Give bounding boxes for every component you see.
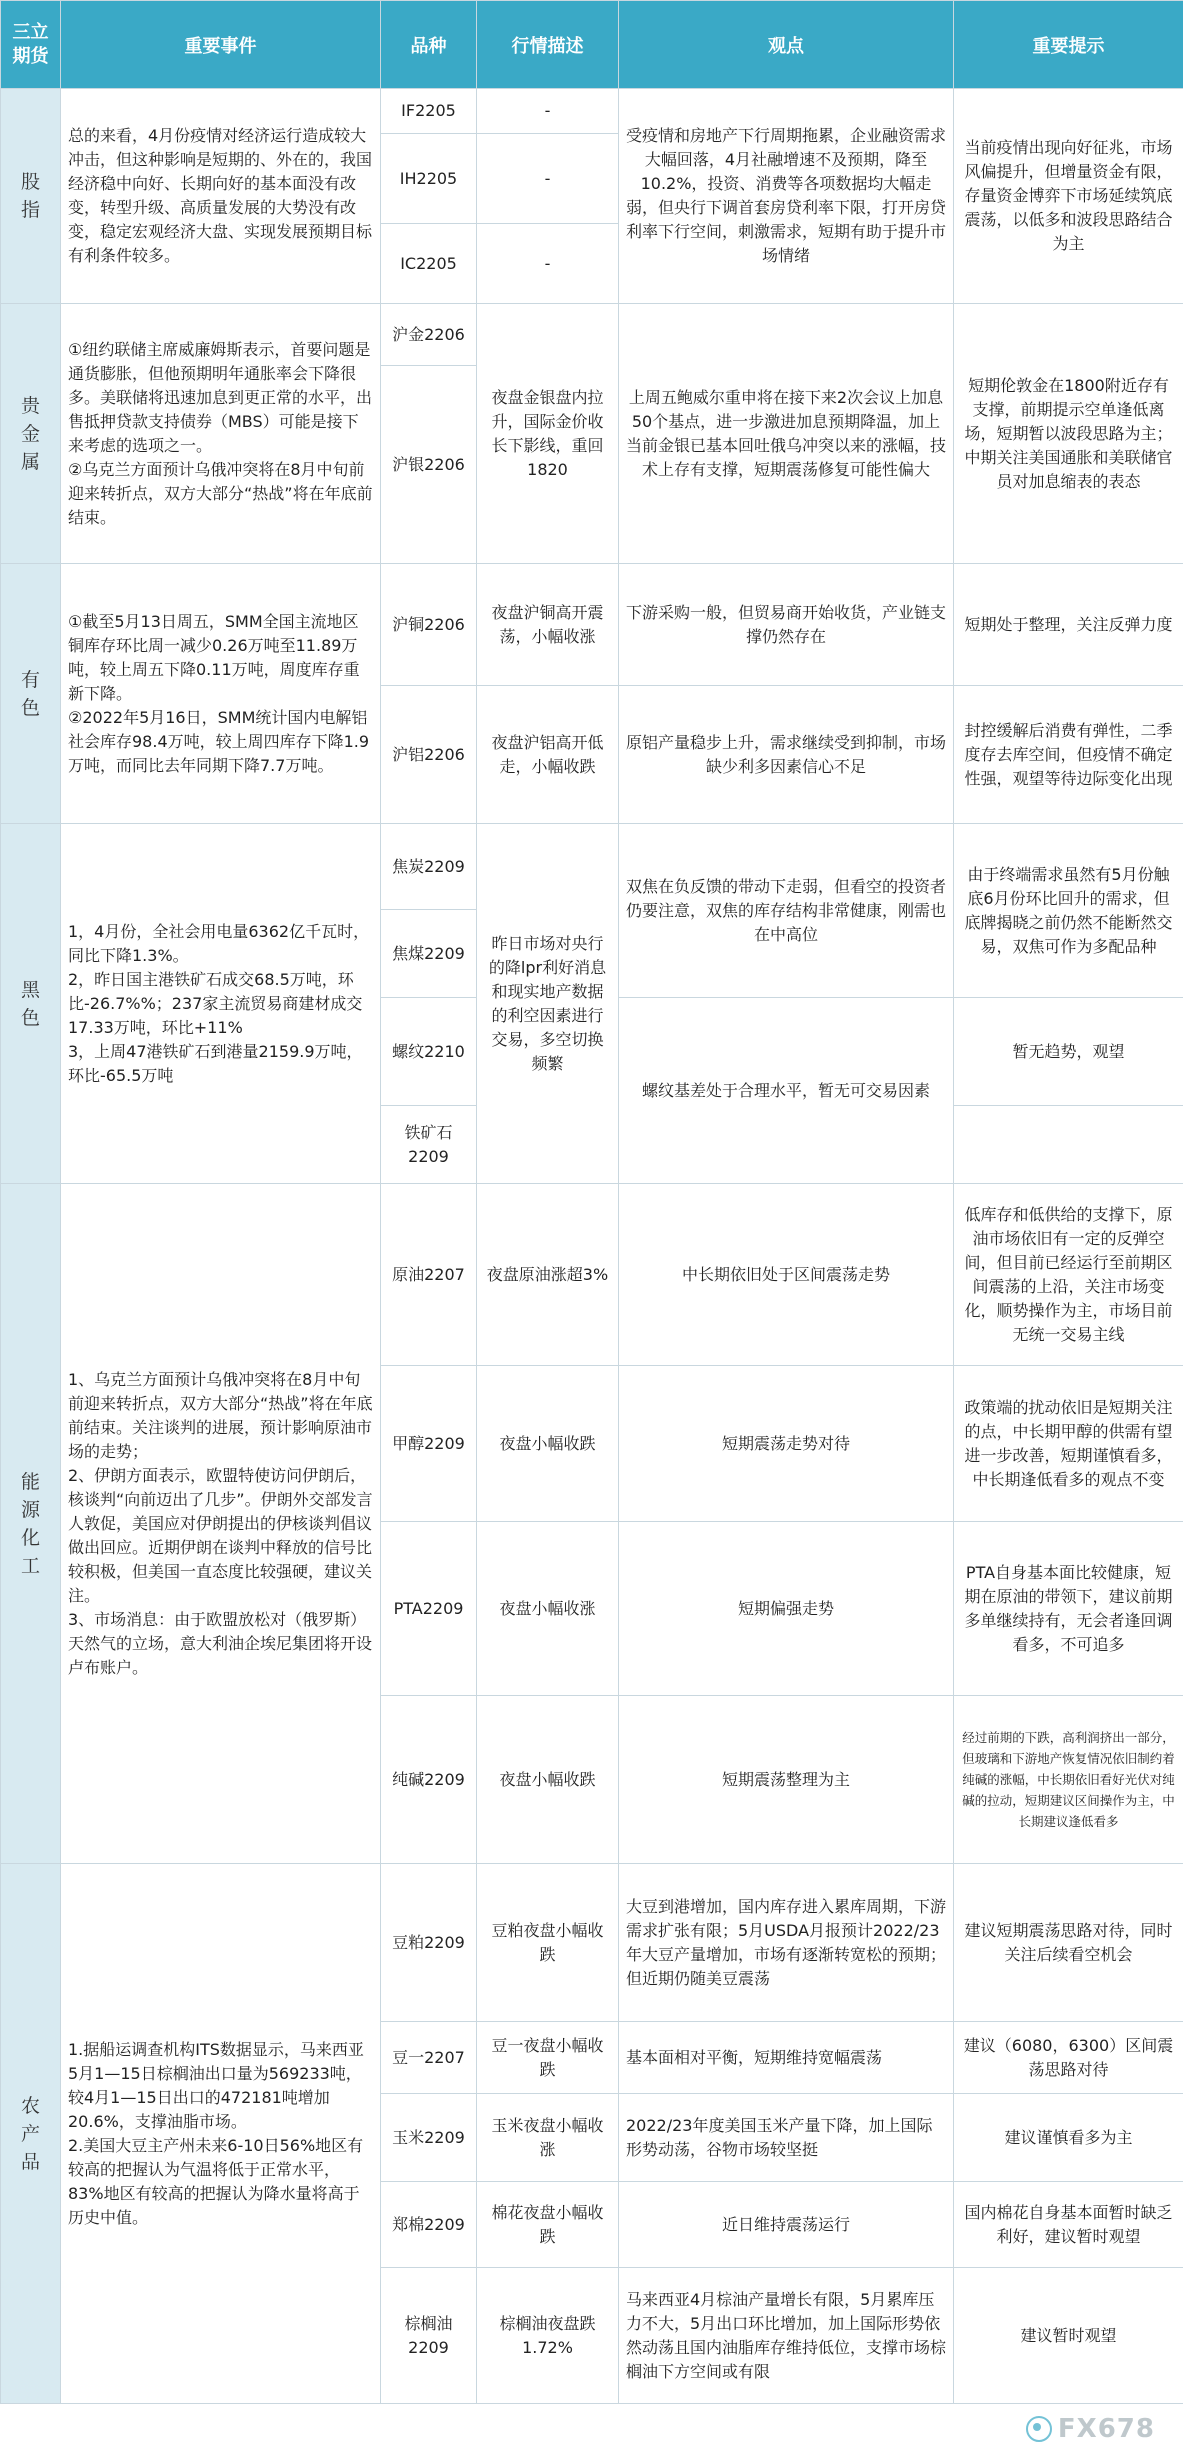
event-paragraph: 2.美国大豆主产州未来6-10日56%地区有较高的把握认为气温将低于正常水平，83%地区有较高的把握认为降水量将高于历史中值。 (68, 2135, 364, 2227)
desc-precious-metals: 夜盘金银盘内拉升，国际金价收长下影线，重回1820 (477, 304, 619, 564)
event-paragraph: 1.据船运调查机构ITS数据显示，马来西亚5月1—15日棕榈油出口量为569233吨，较4月1—15日出口的472181吨增加20.6%，支撑油脂市场。 (68, 2039, 364, 2131)
desc-ferrous: 昨日市场对央行的降lpr利好消息和现实地产数据的利空因素进行交易，多空切换频繁 (477, 824, 619, 1184)
desc-cotton: 棉花夜盘小幅收跌 (477, 2182, 619, 2268)
events-energy-chemical (61, 1184, 381, 1864)
tip-copper: 短期处于整理，关注反弹力度 (954, 564, 1183, 686)
tip-methanol: 政策端的扰动依旧是短期关注的点，中长期甲醇的供需有望进一步改善，短期谨慎看多，中长期逢低看多的观点不变 (954, 1366, 1183, 1522)
view-pta: 短期偏强走势 (619, 1522, 954, 1696)
variety-gold: 沪金2206 (381, 304, 477, 366)
view-copper: 下游采购一般，但贸易商开始收货，产业链支撑仍然存在 (619, 564, 954, 686)
variety-silver: 沪银2206 (381, 366, 477, 564)
view-crude-oil: 中长期依旧处于区间震荡走势 (619, 1184, 954, 1366)
header-events: 重要事件 (61, 1, 381, 89)
events-nonferrous (61, 564, 381, 824)
view-rebar: 螺纹基差处于合理水平，暂无可交易因素 (619, 998, 954, 1184)
events-agriculture (61, 1864, 381, 2404)
table-row (1, 304, 1183, 366)
view-soda-ash: 短期震荡整理为主 (619, 1696, 954, 1864)
variety-pta: PTA2209 (381, 1522, 477, 1696)
desc-ih2205: - (477, 134, 619, 224)
table-header-row (1, 1, 1183, 89)
desc-corn: 玉米夜盘小幅收涨 (477, 2094, 619, 2182)
variety-soda-ash: 纯碱2209 (381, 1696, 477, 1864)
table-row (1, 564, 1183, 686)
header-view: 观点 (619, 1, 954, 89)
event-paragraph: 1，4月份，全社会用电量6362亿千瓦时，同比下降1.3%。 (68, 921, 370, 965)
desc-soybean-1: 豆一夜盘小幅收跌 (477, 2022, 619, 2094)
desc-soymeal: 豆粕夜盘小幅收跌 (477, 1864, 619, 2022)
variety-iron-ore: 铁矿石2209 (381, 1106, 477, 1184)
event-paragraph: ②2022年5月16日，SMM统计国内电解铝社会库存98.4万吨，较上周四库存下降1.9万吨，而同比去年同期下降7.7万吨。 (68, 707, 370, 775)
header-tips: 重要提示 (954, 1, 1183, 89)
watermark-text: FX678 (1057, 2414, 1155, 2444)
tip-precious-metals: 短期伦敦金在1800附近存有支撑，前期提示空单逢低离场，短期暂以波段思路为主；中期关注美国通胀和美联储官员对加息缩表的表态 (954, 304, 1183, 564)
events-stock-index: 总的来看，4月份疫情对经济运行造成较大冲击，但这种影响是短期的、外在的，我国经济稳中向好、长期向好的基本面没有改变，转型升级、高质量发展的大势没有改变，稳定宏观经济大盘、实现发展预期目标有利条件较多。 (61, 89, 381, 304)
header-market-desc: 行情描述 (477, 1, 619, 89)
variety-aluminum: 沪铝2206 (381, 686, 477, 824)
variety-if2205: IF2205 (381, 89, 477, 134)
variety-copper: 沪铜2206 (381, 564, 477, 686)
view-palm-oil: 马来西亚4月棕油产量增长有限，5月累库压力不大，5月出口环比增加，加上国际形势依然动荡且国内油脂库存维持低位，支撑市场棕榈油下方空间或有限 (619, 2268, 954, 2404)
variety-corn: 玉米2209 (381, 2094, 477, 2182)
variety-cotton: 郑棉2209 (381, 2182, 477, 2268)
sector-stock-index: 股 指 (1, 89, 61, 304)
event-paragraph: 2，昨日国主港铁矿石成交68.5万吨，环比-26.7%%；237家主流贸易商建材成交17.33万吨，环比+11% (68, 969, 363, 1037)
event-paragraph: 3、市场消息：由于欧盟放松对（俄罗斯）天然气的立场，意大利油企埃尼集团将开设卢布账户。 (68, 1609, 373, 1677)
sector-energy-chemical: 能 源 化 工 (1, 1184, 61, 1864)
tip-palm-oil: 建议暂时观望 (954, 2268, 1183, 2404)
tip-cotton: 国内棉花自身基本面暂时缺乏利好，建议暂时观望 (954, 2182, 1183, 2268)
variety-rebar: 螺纹2210 (381, 998, 477, 1106)
tip-rebar: 暂无趋势，观望 (954, 998, 1183, 1106)
view-methanol: 短期震荡走势对待 (619, 1366, 954, 1522)
events-ferrous (61, 824, 381, 1184)
watermark (1026, 2414, 1155, 2444)
variety-ih2205: IH2205 (381, 134, 477, 224)
sector-precious-metals: 贵 金 属 (1, 304, 61, 564)
desc-methanol: 夜盘小幅收跌 (477, 1366, 619, 1522)
desc-soda-ash: 夜盘小幅收跌 (477, 1696, 619, 1864)
variety-palm-oil: 棕榈油2209 (381, 2268, 477, 2404)
variety-coke: 焦炭2209 (381, 824, 477, 910)
desc-copper: 夜盘沪铜高开震荡，小幅收涨 (477, 564, 619, 686)
tip-corn: 建议谨慎看多为主 (954, 2094, 1183, 2182)
desc-pta: 夜盘小幅收涨 (477, 1522, 619, 1696)
variety-crude-oil: 原油2207 (381, 1184, 477, 1366)
table-row (1, 1864, 1183, 2022)
events-precious-metals (61, 304, 381, 564)
variety-coking-coal: 焦煤2209 (381, 910, 477, 998)
variety-soybean-1: 豆一2207 (381, 2022, 477, 2094)
tip-iron-ore (954, 1106, 1183, 1184)
sector-ferrous: 黑 色 (1, 824, 61, 1184)
tip-soda-ash: 经过前期的下跌，高利润挤出一部分，但玻璃和下游地产恢复情况依旧制约着纯碱的涨幅，中长期依旧看好光伏对纯碱的拉动，短期建议区间操作为主，中长期建议逢低看多 (954, 1696, 1183, 1864)
view-precious-metals: 上周五鲍威尔重申将在接下来2次会议上加息50个基点，进一步激进加息预期降温，加上当前金银已基本回吐俄乌冲突以来的涨幅，技术上存有支撑，短期震荡修复可能性偏大 (619, 304, 954, 564)
tip-soymeal: 建议短期震荡思路对待，同时关注后续看空机会 (954, 1864, 1183, 2022)
tip-stock-index: 当前疫情出现向好征兆，市场风偏提升，但增量资金有限，存量资金博弈下市场延续筑底震荡，以低多和波段思路结合为主 (954, 89, 1183, 304)
view-aluminum: 原铝产量稳步上升，需求继续受到抑制，市场缺少利多因素信心不足 (619, 686, 954, 824)
event-paragraph: 1、乌克兰方面预计乌俄冲突将在8月中旬前迎来转折点，双方大部分“热战”将在年底前结束。关注谈判的进展，预计影响原油市场的走势； (68, 1369, 373, 1461)
event-paragraph: 3，上周47港铁矿石到港量2159.9万吨，环比-65.5万吨 (68, 1041, 363, 1085)
event-paragraph: ②乌克兰方面预计乌俄冲突将在8月中旬前迎来转折点，双方大部分“热战”将在年底前结束。 (68, 459, 373, 527)
view-cotton: 近日维持震荡运行 (619, 2182, 954, 2268)
table-row (1, 824, 1183, 910)
variety-soymeal: 豆粕2209 (381, 1864, 477, 2022)
view-coke-coal: 双焦在负反馈的带动下走弱，但看空的投资者仍要注意，双焦的库存结构非常健康，刚需也在中高位 (619, 824, 954, 998)
view-corn: 2022/23年度美国玉米产量下降，加上国际形势动荡，谷物市场较坚挺 (619, 2094, 954, 2182)
desc-crude-oil: 夜盘原油涨超3% (477, 1184, 619, 1366)
tip-aluminum: 封控缓解后消费有弹性，二季度存去库空间，但疫情不确定性强，观望等待边际变化出现 (954, 686, 1183, 824)
desc-aluminum: 夜盘沪铝高开低走，小幅收跌 (477, 686, 619, 824)
desc-ic2205: - (477, 224, 619, 304)
sector-agriculture: 农 产 品 (1, 1864, 61, 2404)
header-company: 三立 期货 (1, 1, 61, 89)
view-stock-index: 受疫情和房地产下行周期拖累，企业融资需求大幅回落，4月社融增速不及预期，降至10.2%，投资、消费等各项数据均大幅走弱，但央行下调首套房贷利率下限，打开房贷利率下行空间，刺激需求，短期有助于提升市场情绪 (619, 89, 954, 304)
desc-if2205: - (477, 89, 619, 134)
table-row (1, 1184, 1183, 1366)
event-paragraph: ①截至5月13日周五，SMM全国主流地区铜库存环比周一减少0.26万吨至11.89万吨，较上周五下降0.11万吨，周度库存重新下降。 (68, 611, 360, 703)
sector-nonferrous: 有 色 (1, 564, 61, 824)
table-row (1, 89, 1183, 134)
desc-palm-oil: 棕榈油夜盘跌1.72% (477, 2268, 619, 2404)
variety-ic2205: IC2205 (381, 224, 477, 304)
view-soymeal: 大豆到港增加，国内库存进入累库周期，下游需求扩张有限；5月USDA月报预计2022/23年大豆产量增加，市场有逐渐转宽松的预期；但近期仍随美豆震荡 (619, 1864, 954, 2022)
tip-soybean-1: 建议（6080，6300）区间震荡思路对待 (954, 2022, 1183, 2094)
view-soybean-1: 基本面相对平衡，短期维持宽幅震荡 (619, 2022, 954, 2094)
tip-pta: PTA自身基本面比较健康，短期在原油的带领下，建议前期多单继续持有，无会者逢回调看多，不可追多 (954, 1522, 1183, 1696)
tip-coke-coal: 由于终端需求虽然有5月份触底6月份环比回升的需求，但底牌揭晓之前仍然不能断然交易，双焦可作为多配品种 (954, 824, 1183, 998)
variety-methanol: 甲醇2209 (381, 1366, 477, 1522)
event-paragraph: ①纽约联储主席威廉姆斯表示，首要问题是通货膨胀，但他预期明年通胀率会下降很多。美联储将迅速加息到更正常的水平，出售抵押贷款支持债券（MBS）可能是接下来考虑的选项之一。 (68, 339, 373, 455)
event-paragraph: 2、伊朗方面表示，欧盟特使访问伊朗后，核谈判“向前迈出了几步”。伊朗外交部发言人敦促，美国应对伊朗提出的伊核谈判倡议做出回应。近期伊朗在谈判中释放的信号比较积极，但美国一直态度比较强硬，建议关注。 (68, 1465, 373, 1605)
header-variety: 品种 (381, 1, 477, 89)
fx678-logo-icon (1026, 2416, 1052, 2442)
tip-crude-oil: 低库存和低供给的支撑下，原油市场依旧有一定的反弹空间，但目前已经运行至前期区间震荡的上沿，关注市场变化，顺势操作为主，市场目前无统一交易主线 (954, 1184, 1183, 1366)
